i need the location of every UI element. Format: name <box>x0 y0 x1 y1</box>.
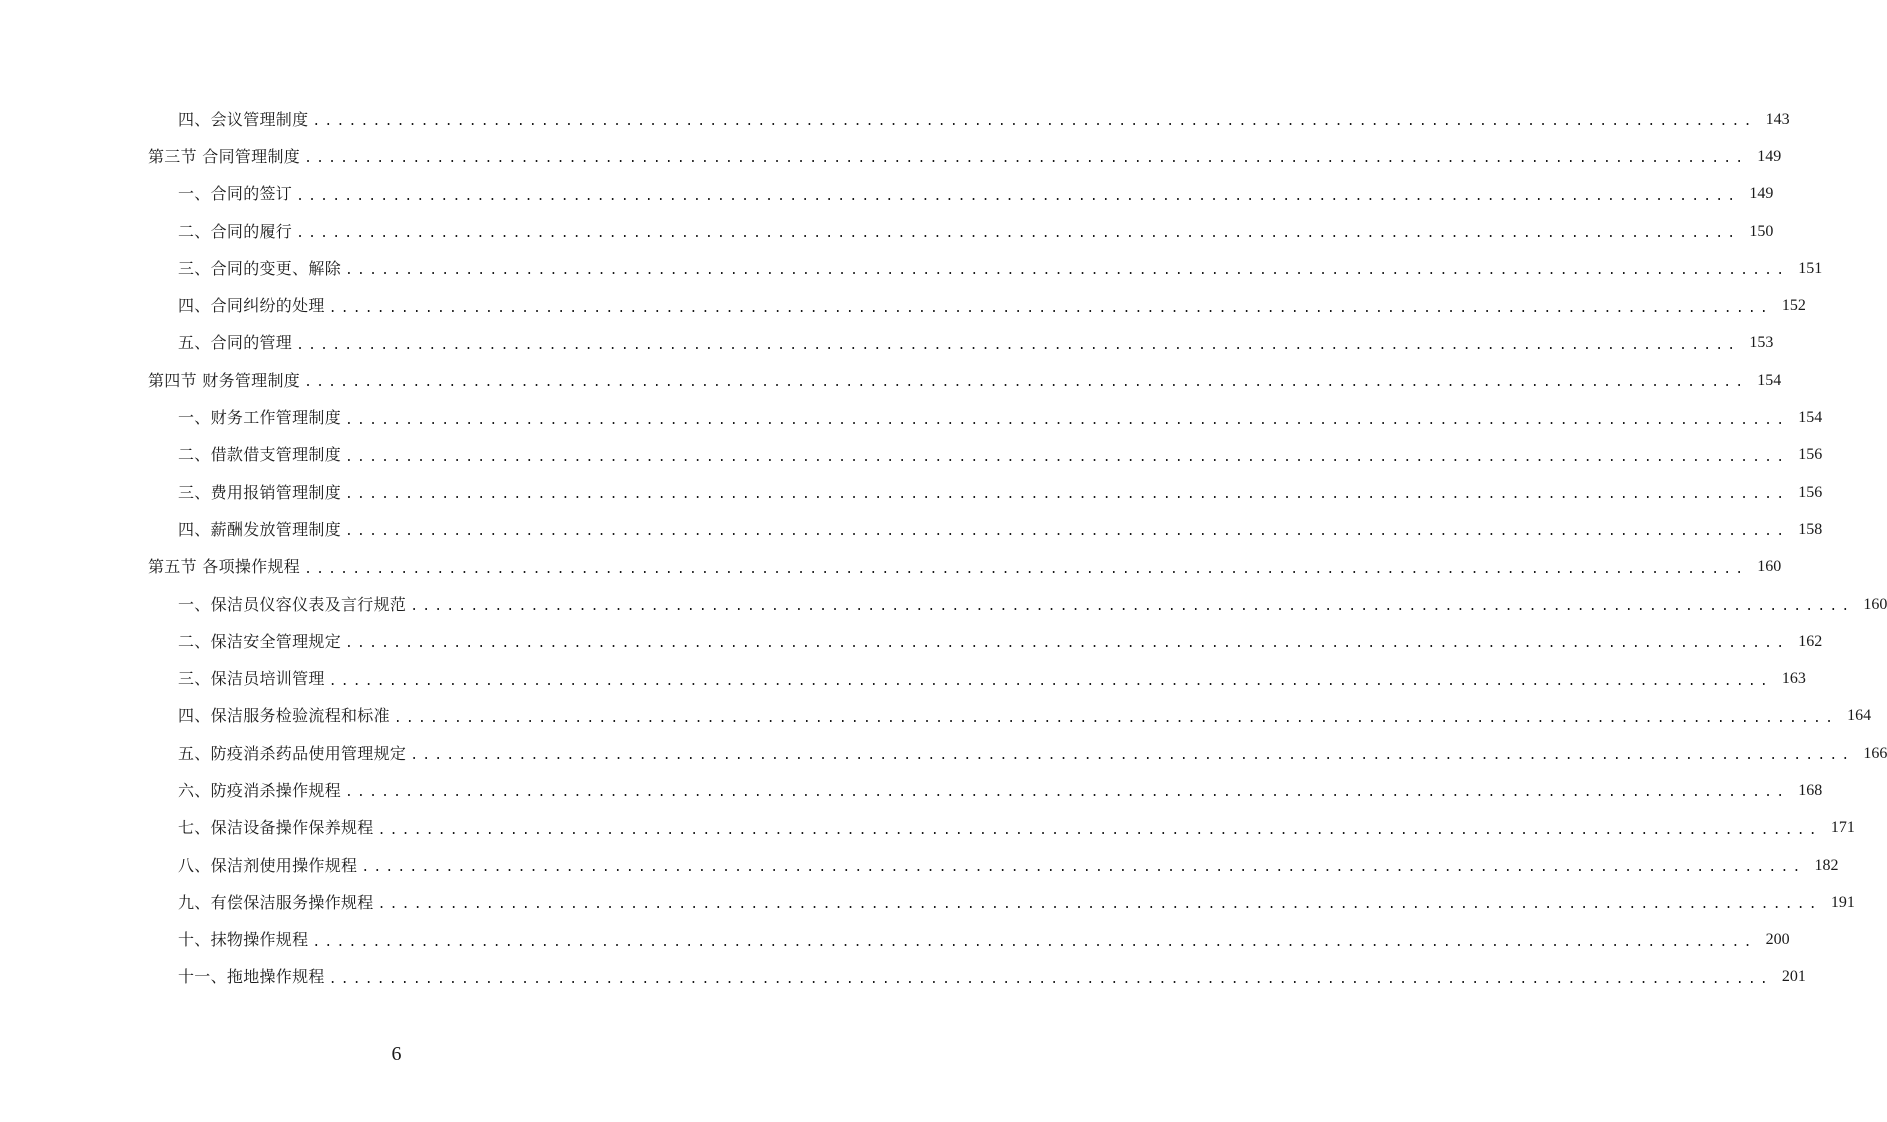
toc-entry-page: 153 <box>1749 334 1774 352</box>
toc-entry[interactable] <box>0 437 1823 474</box>
toc-leader-dots: ........................................................................................................................ <box>410 748 1854 764</box>
toc-entry-page: 158 <box>1798 520 1823 538</box>
toc-leader-dots: ........................................................................................................................ <box>328 300 1772 316</box>
table-of-contents <box>0 101 1887 996</box>
toc-leader-dots: ........................................................................................................................ <box>410 599 1854 614</box>
toc-entry-page: 191 <box>1830 893 1855 911</box>
toc-entry-title: 二、合同的履行 <box>178 221 293 241</box>
toc-entry-page: 163 <box>1781 670 1806 688</box>
toc-entry-page: 160 <box>1757 558 1782 576</box>
toc-entry[interactable] <box>0 474 1823 511</box>
toc-entry-page: 152 <box>1781 297 1806 315</box>
toc-leader-dots: ........................................................................................................................ <box>393 710 1838 726</box>
toc-entry-page: 156 <box>1798 446 1823 464</box>
toc-entry-title: 一、合同的签订 <box>178 184 293 204</box>
toc-entry-title: 二、保洁安全管理规定 <box>178 631 342 651</box>
toc-entry-title: 四、保洁服务检验流程和标准 <box>178 706 390 726</box>
toc-leader-dots: ........................................................................................................................ <box>296 188 1740 204</box>
toc-entry-title: 四、薪酬发放管理制度 <box>178 519 342 539</box>
toc-entry-title: 一、财务工作管理制度 <box>178 408 342 428</box>
toc-entry-page: 149 <box>1749 185 1774 203</box>
toc-entry-page: 164 <box>1847 707 1872 725</box>
toc-entry-page: 143 <box>1765 110 1790 128</box>
toc-entry[interactable] <box>0 362 1782 399</box>
page-number: 6 <box>391 1043 402 1065</box>
toc-entry[interactable] <box>0 549 1782 586</box>
toc-entry-page: 171 <box>1830 819 1855 837</box>
toc-entry[interactable] <box>0 176 1774 213</box>
toc-leader-dots: ........................................................................................................................ <box>345 487 1789 503</box>
toc-entry-title: 五、防疫消杀药品使用管理规定 <box>178 743 407 763</box>
toc-entry-page: 182 <box>1814 856 1839 874</box>
toc-leader-dots: ........................................................................................................................ <box>377 822 1821 838</box>
toc-entry-page: 151 <box>1798 259 1823 277</box>
toc-leader-dots: ........................................................................................................................ <box>345 636 1789 652</box>
toc-leader-dots: ........................................................................................................................ <box>304 375 1748 391</box>
toc-entry[interactable] <box>0 101 1790 138</box>
toc-entry-title: 第四节 财务管理制度 <box>148 370 301 390</box>
toc-entry[interactable] <box>0 772 1823 809</box>
toc-entry-title: 五、合同的管理 <box>178 333 293 353</box>
toc-entry[interactable] <box>0 399 1823 436</box>
toc-entry-page: 154 <box>1757 371 1782 389</box>
toc-entry-title: 九、有偿保洁服务操作规程 <box>178 892 374 912</box>
toc-entry-title: 四、会议管理制度 <box>178 109 309 129</box>
toc-leader-dots: ........................................................................................................................ <box>345 412 1789 428</box>
toc-entry[interactable] <box>0 847 1839 884</box>
toc-leader-dots: ........................................................................................................................ <box>328 673 1772 689</box>
toc-leader-dots: ........................................................................................................................ <box>345 449 1789 465</box>
toc-leader-dots: ........................................................................................................................ <box>328 971 1772 987</box>
toc-leader-dots: ........................................................................................................................ <box>296 337 1740 353</box>
toc-entry-title: 第三节 合同管理制度 <box>148 146 301 166</box>
toc-entry[interactable] <box>0 250 1823 287</box>
toc-entry-page: 201 <box>1781 968 1806 986</box>
toc-entry-title: 十、抹物操作规程 <box>178 930 309 950</box>
toc-entry[interactable] <box>0 884 1855 921</box>
toc-leader-dots: ........................................................................................................................ <box>345 785 1789 801</box>
toc-leader-dots: ........................................................................................................................ <box>345 263 1789 279</box>
toc-entry-title: 六、防疫消杀操作规程 <box>178 780 342 800</box>
toc-entry[interactable] <box>0 698 1872 735</box>
toc-entry-title: 三、费用报销管理制度 <box>178 482 342 502</box>
toc-entry-page: 168 <box>1798 781 1823 799</box>
toc-leader-dots: ........................................................................................................................ <box>304 561 1748 577</box>
toc-entry-title: 八、保洁剂使用操作规程 <box>178 855 358 875</box>
toc-entry[interactable] <box>0 138 1782 175</box>
toc-entry[interactable] <box>0 511 1823 548</box>
toc-entry-title: 十一、拖地操作规程 <box>178 967 325 987</box>
toc-entry-title: 二、借款借支管理制度 <box>178 445 342 465</box>
toc-entry[interactable] <box>0 660 1806 697</box>
toc-entry-title: 四、合同纠纷的处理 <box>178 296 325 316</box>
toc-entry-page: 162 <box>1798 632 1823 650</box>
toc-entry[interactable] <box>0 213 1774 250</box>
toc-entry[interactable] <box>0 586 1887 623</box>
toc-leader-dots: ........................................................................................................................ <box>304 151 1748 167</box>
toc-entry[interactable] <box>0 287 1806 324</box>
toc-leader-dots: ........................................................................................................................ <box>377 897 1821 913</box>
toc-entry[interactable] <box>0 735 1887 772</box>
toc-entry-page: 154 <box>1798 409 1823 427</box>
toc-leader-dots: ........................................................................................................................ <box>345 524 1789 540</box>
toc-entry[interactable] <box>0 922 1790 959</box>
toc-entry[interactable] <box>0 959 1806 996</box>
toc-entry-page: 150 <box>1749 222 1774 240</box>
toc-entry[interactable] <box>0 623 1823 660</box>
toc-entry-title: 七、保洁设备操作保养规程 <box>178 818 374 838</box>
toc-entry[interactable] <box>0 325 1774 362</box>
toc-leader-dots: ........................................................................................................................ <box>312 114 1756 130</box>
toc-leader-dots: ........................................................................................................................ <box>361 860 1805 876</box>
toc-entry-page: 166 <box>1863 744 1887 762</box>
toc-entry-page: 200 <box>1765 931 1790 949</box>
toc-entry-title: 一、保洁员仪容仪表及言行规范 <box>178 594 407 614</box>
toc-leader-dots: ........................................................................................................................ <box>296 226 1740 242</box>
toc-entry-page: 160 <box>1863 595 1887 613</box>
toc-entry-page: 149 <box>1757 147 1782 165</box>
toc-entry-title: 第五节 各项操作规程 <box>148 557 301 577</box>
toc-entry-page: 156 <box>1798 483 1823 501</box>
toc-entry-title: 三、合同的变更、解除 <box>178 258 342 278</box>
toc-leader-dots: ........................................................................................................................ <box>312 934 1756 950</box>
toc-entry[interactable] <box>0 810 1855 847</box>
toc-entry-title: 三、保洁员培训管理 <box>178 669 325 689</box>
